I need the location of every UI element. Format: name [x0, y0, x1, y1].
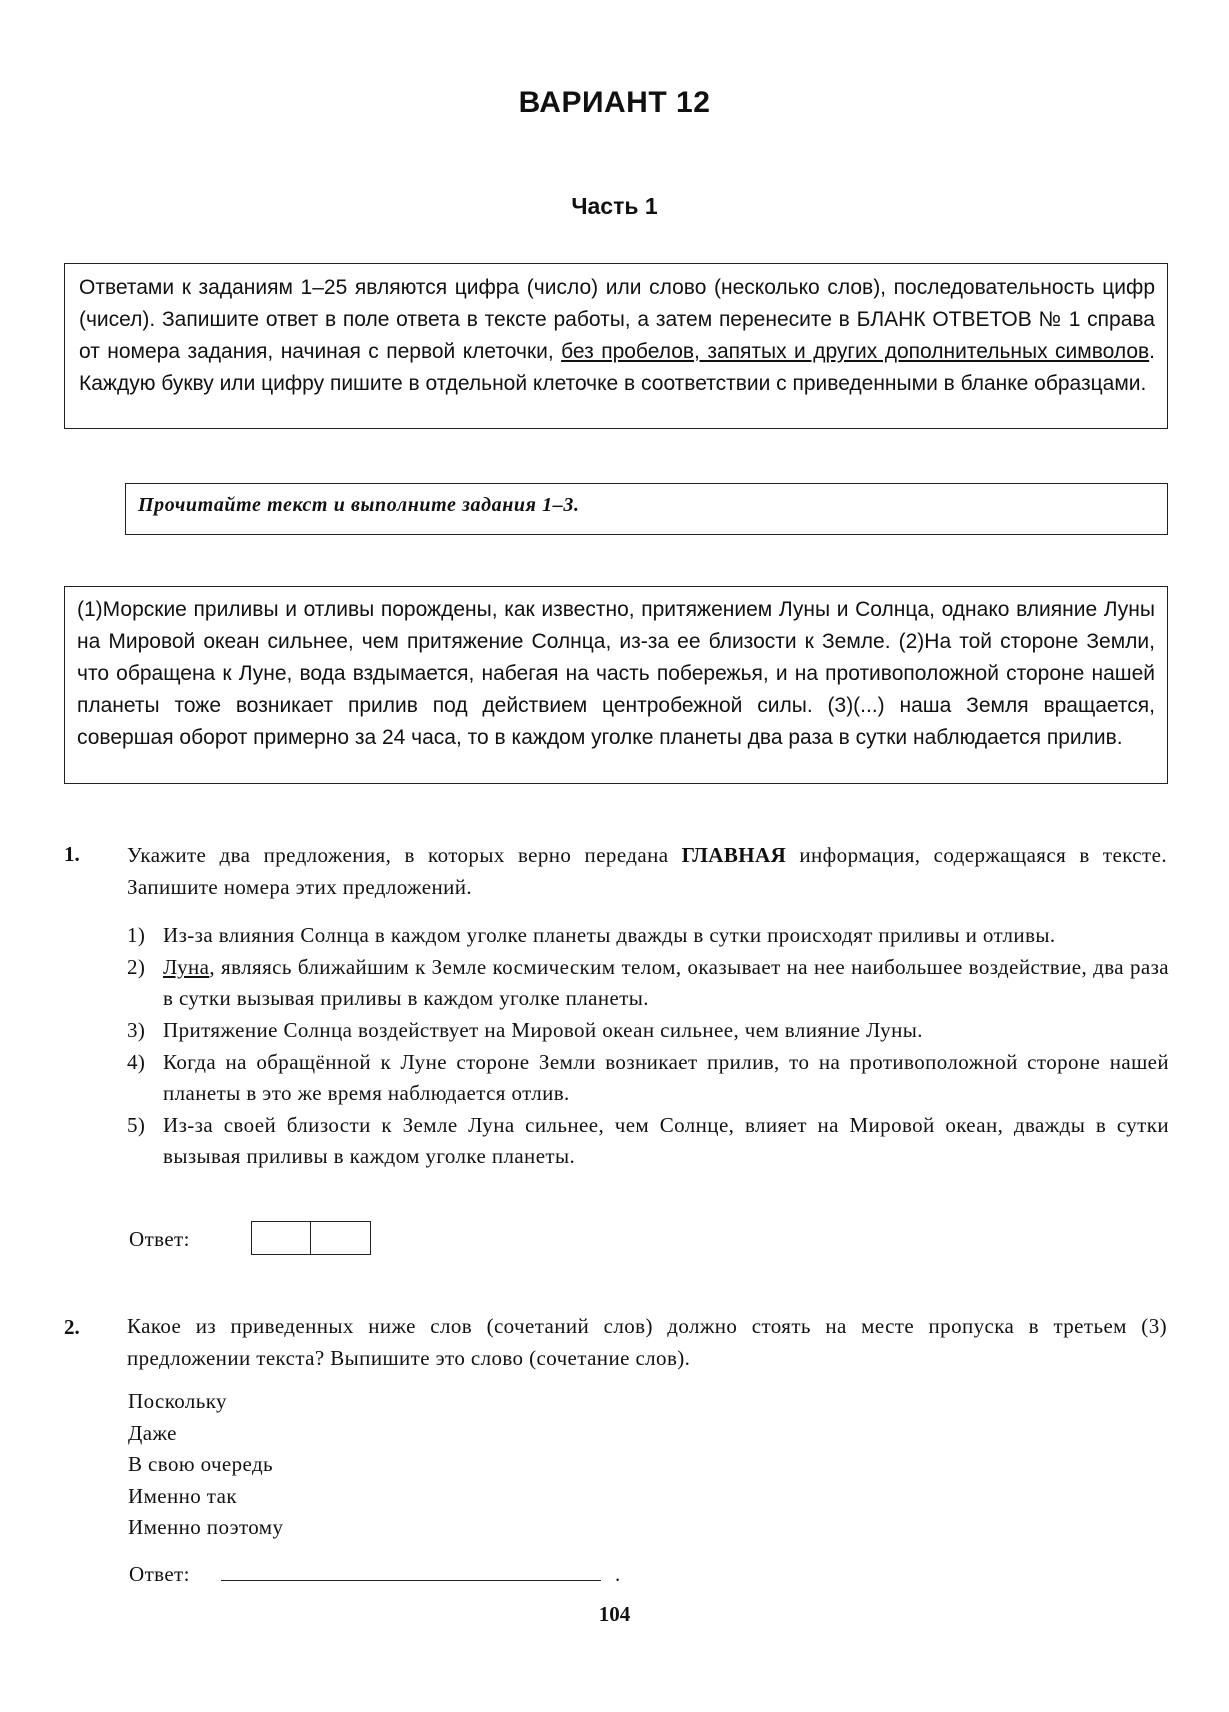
read-task-box	[125, 483, 1168, 535]
question-1-bold-word: ГЛАВНАЯ	[681, 843, 787, 867]
answer-cell[interactable]	[311, 1221, 371, 1255]
question-2-option: Именно поэтому	[128, 1515, 284, 1539]
question-1-option	[127, 920, 1169, 951]
option-text: Из-за своей близости к Земле Луна сильнее, чем Солнце, влияет на Мировой океан, дважды в сутки вызывая приливы в каждом уголке планеты.	[163, 1113, 1169, 1168]
question-1-answer-field[interactable]	[251, 1221, 371, 1255]
question-1-answer-label: Ответ:	[129, 1227, 190, 1251]
question-2-answer-line[interactable]	[221, 1580, 601, 1581]
question-2-number: 2.	[64, 1315, 80, 1339]
passage-text: (1)Морские приливы и отливы порождены, как известно, притяжением Луны и Солнца, однако влияние Луны на Мировой океан сильнее, чем притяжение Солнца, из-за ее близости к Земле. (2)На той стороне Земли, что обращена к Луне, вода вздымается, набегая на часть побережья, и на противоположной стороне нашей планеты тоже возникает прилив под действием центробежной силы. (3)(...) наша Земля вращается, совершая оборот примерно за 24 часа, то в каждом уголке планеты два раза в сутки наблюдается прилив.	[77, 598, 1155, 749]
question-1-text	[127, 839, 1167, 903]
passage-box	[64, 586, 1168, 784]
question-1-option	[127, 952, 1169, 1014]
question-2-options	[128, 1386, 283, 1544]
option-underlined-word: Луна	[163, 955, 210, 979]
question-2-option: Поскольку	[128, 1389, 227, 1413]
instructions-underlined-text: без пробелов, запятых и других дополнительных символов	[561, 340, 1150, 363]
question-1-number: 1.	[64, 842, 80, 866]
question-2-answer-label: Ответ:	[129, 1562, 190, 1586]
question-1-text-end: информация, содержащаяся в тексте. Запишите номера этих предложений.	[127, 843, 1167, 899]
question-2-option: Даже	[128, 1420, 177, 1445]
question-1-option	[127, 1110, 1169, 1172]
option-text: Когда на обращённой к Луне стороне Земли возникает прилив, то на противоположной стороне нашей планеты в это же время наблюдается отлив.	[163, 1050, 1169, 1105]
question-2-answer-period: .	[615, 1562, 621, 1586]
question-2-option: В свою очередь	[128, 1452, 274, 1476]
question-1-option	[127, 1015, 1169, 1046]
option-number: 3)	[127, 1018, 146, 1042]
option-number: 1)	[127, 923, 146, 947]
instructions-box	[64, 263, 1168, 429]
question-1-options	[127, 920, 1169, 1173]
instructions-text: Ответами к заданиям 1–25 являются цифра (число) или слово (несколько слов), последовательность цифр (чисел). Запишите ответ в поле ответа в тексте работы, а затем перенесите в БЛАНК ОТВЕТОВ № 1 справа от номера задания, начиная с первой клеточки,	[79, 276, 1155, 363]
question-1-text-start: Укажите два предложения, в которых верно передана	[127, 843, 682, 867]
option-number: 2)	[127, 955, 146, 979]
option-text: , являясь ближайшим к Земле космическим телом, оказывает на нее наибольшее воздействие, два раза в сутки вызывая приливы в каждом уголке планеты.	[163, 955, 1169, 1010]
option-text: Притяжение Солнца воздействует на Мировой океан сильнее, чем влияние Луны.	[163, 1018, 923, 1042]
question-2-option: Именно так	[128, 1483, 237, 1508]
question-2-text: Какое из приведенных ниже слов (сочетаний слов) должно стоять на месте пропуска в третьем (3) предложении текста? Выпишите это слово (сочетание слов).	[127, 1314, 1167, 1370]
part-title: Часть 1	[571, 193, 658, 219]
answer-cell[interactable]	[251, 1221, 311, 1255]
option-text: Из-за влияния Солнца в каждом уголке планеты дважды в сутки происходят приливы и отливы.	[163, 923, 1056, 947]
option-number: 5)	[127, 1113, 146, 1137]
instructions-text-end: . Каждую букву или цифру пишите в отдельной клеточке в соответствии с приведенными в бланке образцами.	[79, 340, 1155, 395]
question-1-option	[127, 1047, 1169, 1109]
variant-title: ВАРИАНТ 12	[518, 86, 711, 119]
page-number: 104	[598, 1602, 631, 1626]
option-number: 4)	[127, 1050, 146, 1074]
read-task-text: Прочитайте текст и выполните задания 1–3.	[138, 494, 580, 516]
